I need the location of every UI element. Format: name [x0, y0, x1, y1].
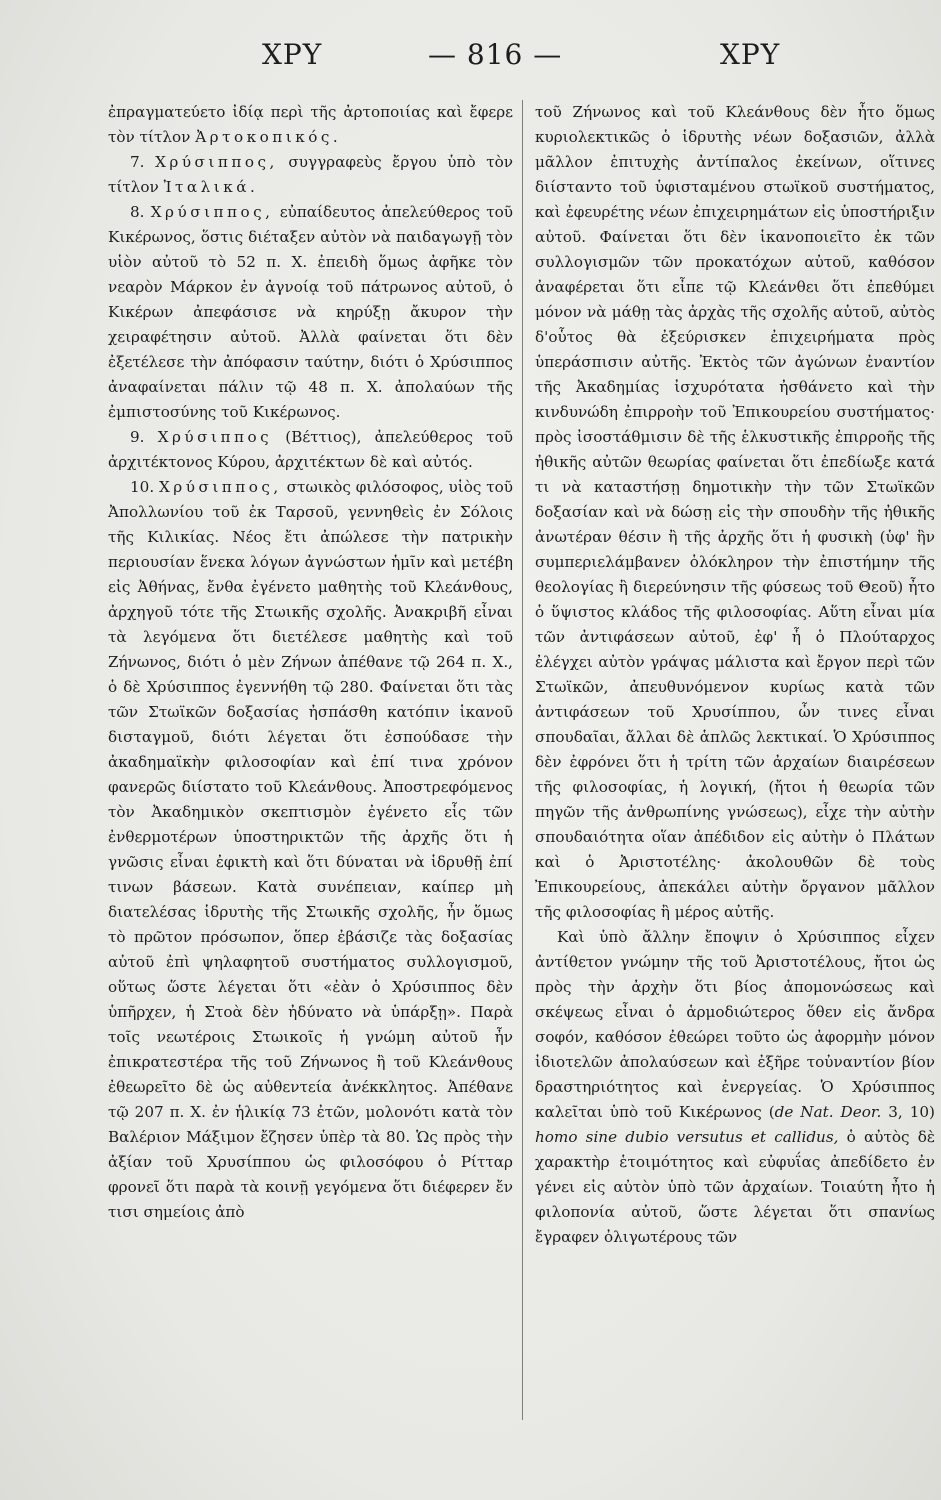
entry-title: Ἰταλικά. [163, 178, 259, 196]
entry-headword: Χρύσιππος, [159, 478, 282, 496]
entry-paragraph [535, 925, 935, 1250]
entry-number: 9. [130, 428, 158, 446]
entry-text: εὐπαίδευτος ἀπελεύθερος τοῦ Κικέρωνος, ὅστις διέταξεν αὐτὸν νὰ παιδαγωγῇ τὸν υἱὸν αὐτοῦ τὸ 52 π. Χ. ἐπειδὴ ὅμως ἀφῆκε τὸν νεαρὸν Μάρκον ἐν ἀγνοίᾳ τοῦ πάτρωνος αὐτοῦ, ὁ Κικέρων ἀπεφάσισε νὰ κηρύξῃ ἄκυρον τὴν χειραφέτησιν αὐτοῦ. Ἀλλὰ φαίνεται ὅτι δὲν ἐξετέλεσε τὴν ἀπόφασιν ταύτην, διότι ὁ Χρύσιππος ἀναφαίνεται πάλιν τῷ 48 π. Χ. ἀπολαύων τῆς ἐμπιστοσύνης τοῦ Κικέρωνος. [108, 203, 513, 421]
citation: de Nat. Deor. [774, 1103, 882, 1121]
entry-paragraph [108, 100, 513, 150]
entry-paragraph [108, 425, 513, 475]
entry-text: συγγραφεὺς ἔργου ὑπὸ τὸν τίτλον [108, 153, 513, 196]
column-divider [522, 100, 523, 1420]
page-header [0, 38, 941, 88]
latin-quote: homo sine dubio versutus et callidus, [535, 1128, 839, 1146]
entry-text: ὁ αὐτὸς δὲ χαρακτὴρ ἑτοιμότητος καὶ εὐφυΐας ἀπεδίδετο ἐν γένει εἰς αὐτὸν ὑπὸ τῶν ἀρχαίων. Τοιαύτη ἦτο ἡ φιλοπονία αὐτοῦ, ὥστε λέγεται ὅτι σπανίως ἔγραφεν ὀλιγωτέρους τῶν [535, 1128, 935, 1246]
header-left-keyword: ΧΡΥ [262, 38, 323, 71]
entry-text: (Βέττιος), ἀπελεύθερος τοῦ ἀρχιτέκτονος Κύρου, ἀρχιτέκτων δὲ καὶ αὐτός. [108, 428, 513, 471]
entry-title: Ἀρτοκοπικός. [195, 128, 342, 146]
page-number: — 816 — [428, 38, 563, 71]
entry-headword: Χρύσιππος, [150, 203, 274, 221]
entry-paragraph [108, 150, 513, 200]
entry-text: ἐπραγματεύετο ἰδίᾳ περὶ τῆς ἀρτοποιίας καὶ ἔφερε τὸν τίτλον [108, 103, 513, 146]
entry-number: 7. [130, 153, 156, 171]
entry-number: 10. [130, 478, 159, 496]
entry-text: 3, 10) [881, 1103, 935, 1121]
left-column [108, 100, 513, 1225]
entry-text: Καὶ ὑπὸ ἄλλην ἔποψιν ὁ Χρύσιππος εἶχεν ἀντίθετον γνώμην τῆς τοῦ Ἀριστοτέλους, ἤτοι ὡς πρὸς τὴν ἀρχὴν ὅτι βίος ἀπομονώσεως καὶ σκέψεως εἶναι ὁ ἁρμοδιώτερος ὅθεν εἰς ἄνδρα σοφόν, καθόσον ἐθεώρει τοῦτο ὡς ἀφορμὴν μόνον ἰδιοτελῶν ἀπολαύσεων καὶ ἐξῆρε τοὐναντίον βίον δραστηριότητος καὶ ἐνεργείας. Ὁ Χρύσιππος καλεῖται ὑπὸ τοῦ Κικέρωνος ( [535, 928, 935, 1121]
header-right-keyword: ΧΡΥ [720, 38, 781, 71]
entry-paragraph [535, 100, 935, 925]
entry-headword: Χρύσιππος, [155, 153, 278, 171]
entry-paragraph [108, 475, 513, 1225]
entry-text: τοῦ Ζήνωνος καὶ τοῦ Κλεάνθους δὲν ἦτο ὅμως κυριολεκτικῶς ὁ ἱδρυτὴς νέων δοξασιῶν, ἀλλὰ μᾶλλον ἐπιτυχὴς ἀντίπαλος ἐκείνων, οἵτινες διίσταντο τοῦ ὑφισταμένου στωϊκοῦ συστήματος, καὶ ἐφευρέτης νέων ἐπιχειρημάτων εἰς ὑποστήριξιν αὐτοῦ. Φαίνεται ὅτι δὲν ἱκανοποιεῖτο ἐκ τῶν συλλογισμῶν τῶν προκατόχων αὐτοῦ, καθόσον ἀναφέρεται ὅτι εἶπε τῷ Κλεάνθει ὅτι ἐπεθύμει μόνον νὰ μάθῃ τὰς ἀρχὰς τῆς σχολῆς αὐτοῦ, αὐτὸς δ'οὗτος θὰ ἐξεύρισκεν ἐπιχειρήματα πρὸς ὑπεράσπισιν αὐτῆς. Ἐκτὸς τῶν ἀγώνων ἐναντίον τῆς Ἀκαδημίας ἰσχυρότατα ἠσθάνετο καὶ τὴν κινδυνώδη ἐπιρροὴν τοῦ Ἐπικουρείου συστήματος· πρὸς ἰσοστάθμισιν δὲ τῆς ἑλκυστικῆς ἐπιρροῆς τῆς ἠθικῆς αὐτῶν θεωρίας φαίνεται ὅτι ἐπεδίωξε κατά τι νὰ καταστήσῃ δημοτικὴν τὴν τῶν Στωϊκῶν δοξασίαν καὶ νὰ δώσῃ εἰς τὴν σπουδὴν τῆς ἠθικῆς ἀνωτέραν θέσιν ἢ τῆς ἀρχῆς ὅτι ἡ φυσικὴ (ὑφ' ἣν συμπεριελάμβανεν ὁλόκληρον τὴν ἐπιστήμην τῆς θεολογίας ἢ διερεύνησιν τῆς φύσεως τοῦ Θεοῦ) ἦτο ὁ ὕψιστος κλάδος τῆς φιλοσοφίας. Αὕτη εἶναι μία τῶν ἀντιφάσεων αὐτοῦ, ἐφ' ἧ ὁ Πλούταρχος ἐλέγχει αὐτὸν γράψας μάλιστα καὶ ἔργον περὶ τῶν Στωϊκῶν, ἀπευθυνόμενον κυρίως κατὰ τῶν ἀντιφάσεων τοῦ Χρυσίππου, ὧν τινες εἶναι σπουδαῖαι, ἄλλαι δὲ ἁπλῶς λεκτικαί. Ὁ Χρύσιππος δὲν ἐφρόνει ὅτι ἡ τρίτη τῶν ἀρχαίων διαιρέσεων τῆς φιλοσοφίας, ἡ λογική, (ἤτοι ἡ θεωρία τῶν πηγῶν τῆς ἀνθρωπίνης γνώσεως), εἶχε τὴν αὐτὴν σπουδαιότητα οἵαν ἀπέδιδον εἰς αὐτὴν ὁ Πλάτων καὶ ὁ Ἀριστοτέλης· ἀκολουθῶν δὲ τοὺς Ἐπικουρείους, ἀπεκάλει αὐτὴν ὄργανον μᾶλλον τῆς φιλοσοφίας ἢ μέρος αὐτῆς. [535, 103, 935, 921]
entry-headword: Χρύσιππος [157, 428, 273, 446]
right-column [535, 100, 935, 1250]
entry-number: 8. [130, 203, 151, 221]
entry-paragraph [108, 200, 513, 425]
entry-text: στωικὸς φιλόσοφος, υἱὸς τοῦ Ἀπολλωνίου τοῦ ἐκ Ταρσοῦ, γεννηθεὶς ἐν Σόλοις τῆς Κιλικίας. Νέος ἔτι ἀπώλεσε τὴν πατρικὴν περιουσίαν ἕνεκα λόγων ἀγνώστων ἡμῖν καὶ μετέβη εἰς Ἀθήνας, ἔνθα ἐγένετο μαθητὴς τοῦ Κλεάνθους, ἀρχηγοῦ τότε τῆς Στωικῆς σχολῆς. Ἀνακριβῆ εἶναι τὰ λεγόμενα ὅτι διετέλεσε μαθητὴς καὶ τοῦ Ζήνωνος, διότι ὁ μὲν Ζήνων ἀπέθανε τῷ 264 π. Χ., ὁ δὲ Χρύσιππος ἐγεννήθη τῷ 280. Φαίνεται ὅτι τὰς τῶν Στωϊκῶν δοξασίας ἠσπάσθη κατόπιν ἱκανοῦ δισταγμοῦ, διότι λέγεται ὅτι ἐσπούδασε τὴν ἀκαδημαϊκὴν φιλοσοφίαν καὶ ἐπί τινα χρόνον φανερῶς διίστατο τοῦ Κλεάνθους. Ἀποστρεφόμενος τὸν Ἀκαδημικὸν σκεπτισμὸν ἐγένετο εἷς τῶν ἐνθερμοτέρων ὑποστηρικτῶν τῆς ἀρχῆς ὅτι ἡ γνῶσις εἶναι ἐφικτὴ καὶ ὅτι δύναται νὰ ἱδρυθῇ ἐπί τινων βάσεων. Κατὰ συνέπειαν, καίπερ μὴ διατελέσας ἱδρυτὴς τῆς Στωικῆς σχολῆς, ἦν ὅμως τὸ πρῶτον πρόσωπον, ὅπερ ἐβάσιζε τὰς δοξασίας αὐτοῦ ἐπὶ ψηλαφητοῦ συστήματος συλλογισμοῦ, οὕτως ὥστε λέγεται ὅτι «ἐὰν ὁ Χρύσιππος δὲν ὑπῆρχεν, ἡ Στοὰ δὲν ἠδύνατο νὰ ὑπάρξῃ». Παρὰ τοῖς νεωτέροις Στωικοῖς ἡ γνώμη αὐτοῦ ἦν ἐπικρατεστέρα τῆς τοῦ Ζήνωνος ἢ τοῦ Κλεάνθους ἐθεωρεῖτο δὲ ὡς αὐθεντεία ἀνέκκλητος. Ἀπέθανε τῷ 207 π. Χ. ἐν ἡλικίᾳ 73 ἐτῶν, μολονότι κατὰ τὸν Βαλέριον Μάξιμον ἔζησεν ὑπὲρ τὰ 80. Ὡς πρὸς τὴν ἀξίαν τοῦ Χρυσίππου ὡς φιλοσόφου ὁ Ρίτταρ φρονεῖ ὅτι παρὰ τὰ κοινῇ γεγόμενα ὅτι διέφερεν ἔν τισι σημείοις ἀπὸ [108, 478, 513, 1221]
